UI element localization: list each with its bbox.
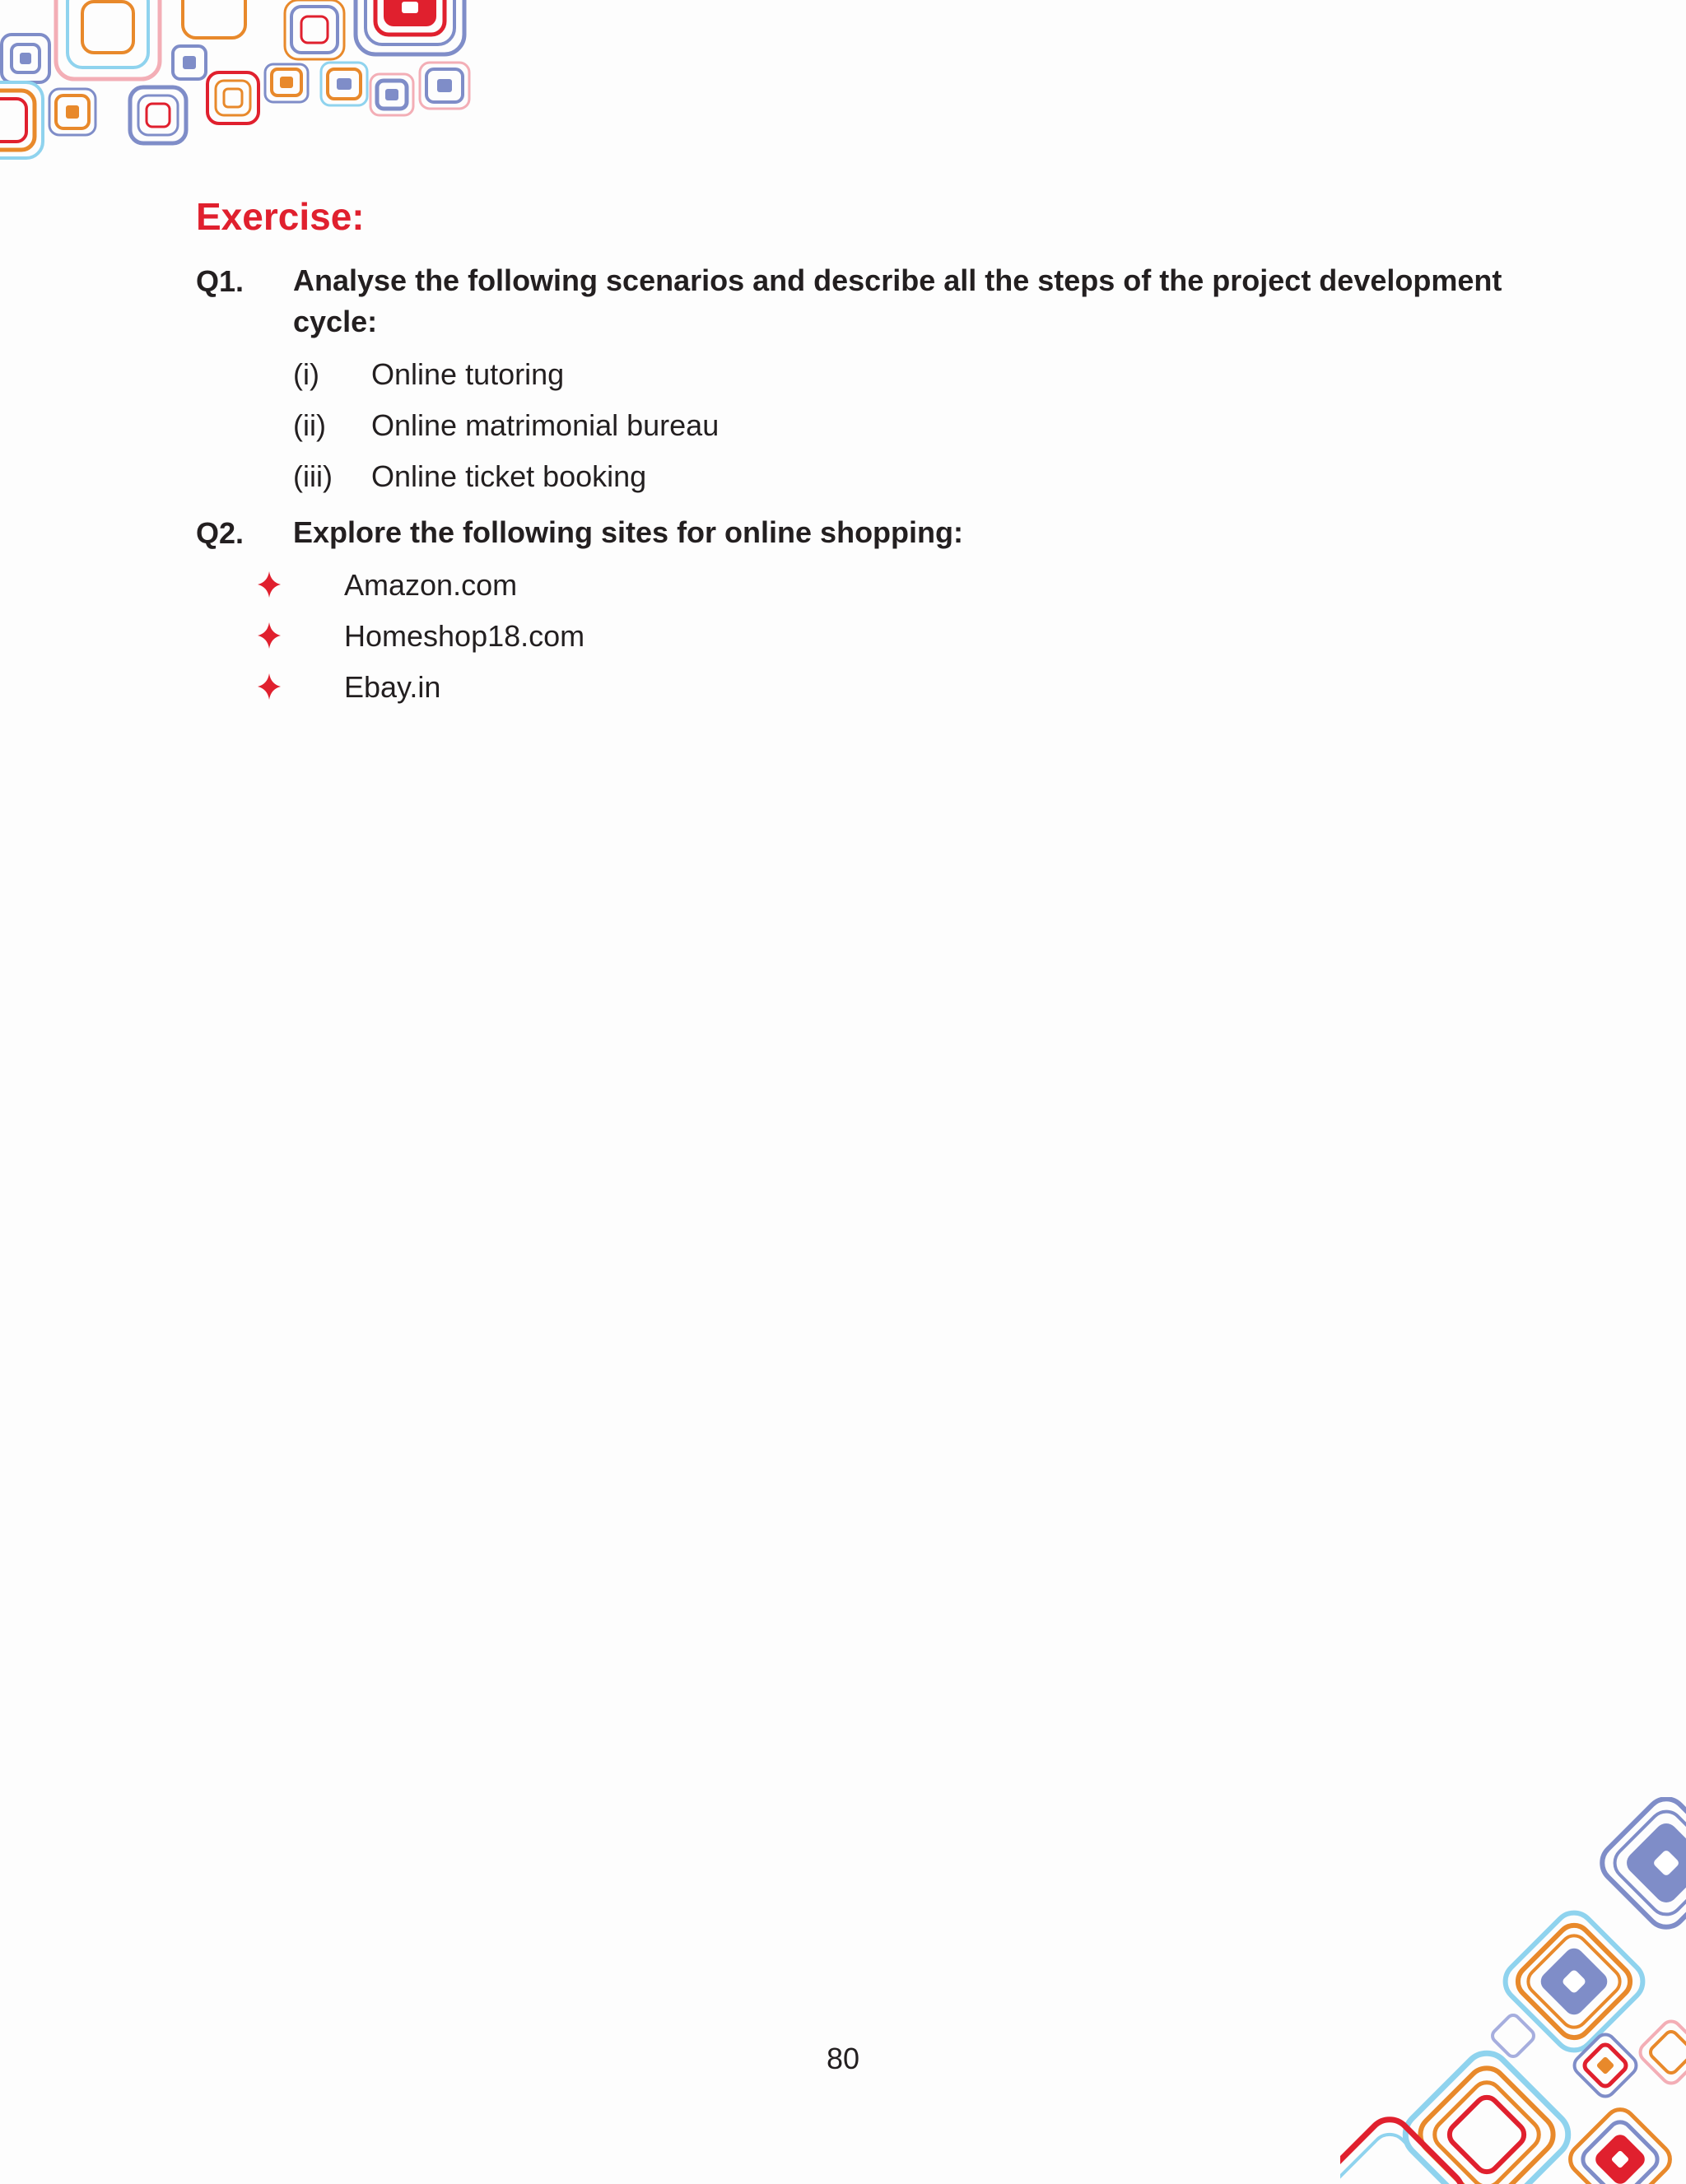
four-point-star-icon <box>255 670 283 703</box>
list-item-number: (ii) <box>293 408 326 442</box>
decorative-squares-top <box>0 0 477 165</box>
list-item-text: Amazon.com <box>344 568 518 602</box>
list-item-text: Online ticket booking <box>371 459 647 493</box>
list-item-text: Online tutoring <box>371 357 565 391</box>
list-item-text: Homeshop18.com <box>344 619 585 653</box>
list-item-number: (i) <box>293 357 319 391</box>
list-item-text: Ebay.in <box>344 670 441 704</box>
question-1-number: Q1. <box>196 264 245 298</box>
page-number: 80 <box>826 2042 860 2075</box>
list-item-text: Online matrimonial bureau <box>371 408 720 442</box>
decorative-diamonds-bottom <box>1340 1797 1686 2184</box>
question-2-text: Explore the following sites for online shopping: <box>293 515 964 549</box>
four-point-star-icon <box>255 568 283 601</box>
four-point-star-icon <box>255 619 283 652</box>
list-item-number: (iii) <box>293 459 333 493</box>
question-1-text: Analyse the following scenarios and describe all the steps of the project development cycle: <box>293 263 1502 338</box>
exercise-heading: Exercise: <box>196 195 365 238</box>
question-2-number: Q2. <box>196 516 245 550</box>
